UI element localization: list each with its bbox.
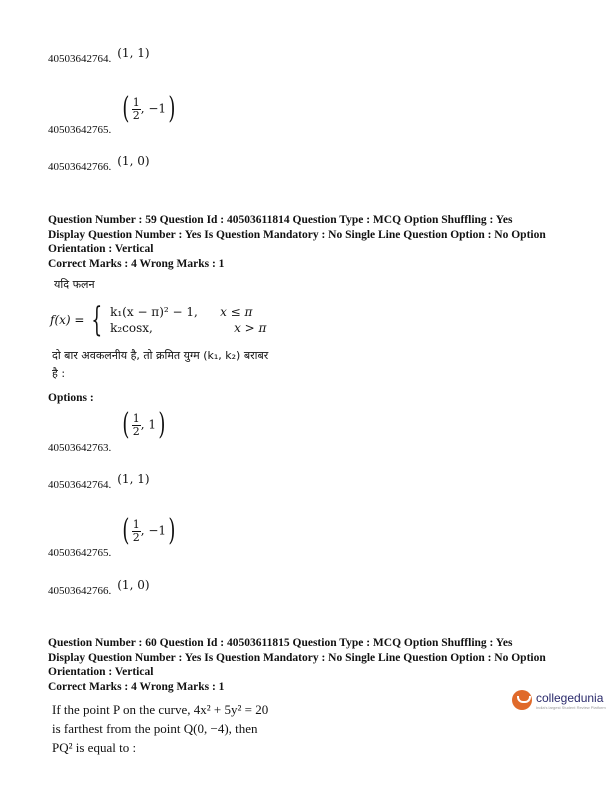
fraction: $\frac{1}{2}$ [132,95,140,122]
question-text: If the point P on the curve, 4x² + 5y² = 20 is farthest from the point Q(0, −4), then PQ² is equal to : [52,702,269,755]
option-id: 40503642765. [48,547,112,559]
question-header: Question Number : 59 Question Id : 40503611814 Question Type : MCQ Option Shuffling : Yes Display Question Number : Yes Is Question Mandatory : No Single Line Question Option : No Option Orientation : Vertical Correct Marks : 4 Wrong Marks : 1 [48,213,588,271]
question-header: Question Number : 60 Question Id : 40503611815 Question Type : MCQ Option Shuffling : Yes Display Question Number : Yes Is Question Mandatory : No Single Line Question Option : No Option Orientation : Vertical Correct Marks : 4 Wrong Marks : 1 [48,636,588,694]
option-id: 40503642763. [48,442,112,454]
option-value: ( $\frac{1}{2}$ , 1) [122,407,166,442]
option-row [48,438,111,456]
option-id: 40503642765. [48,124,112,136]
option-value: ( $\frac{1}{2}$ , −1) [122,91,176,126]
marks: Correct Marks : 4 Wrong Marks : 1 [48,257,225,270]
option-id: 40503642764. [48,479,112,491]
question-text: दो बार अवकलनीय है, तो क्रमित युग्म (k₁, k₂) बराबर [52,349,269,362]
option-id: 40503642766. [48,161,112,173]
fraction: $\frac{1}{2}$ [132,517,140,544]
option-row [48,46,150,66]
option-id: 40503642764. [48,53,112,65]
option-row [48,543,111,561]
option-id: 40503642766. [48,585,112,597]
option-row [48,120,111,138]
option-value: (1, 0) [117,154,150,168]
collegedunia-logo: collegedunia India's largest Student Review Platform [512,690,606,710]
option-value: ( $\frac{1}{2}$ , −1) [122,513,176,548]
option-row [48,578,150,598]
logo-mascot-icon [512,690,532,710]
question-text: है : [52,367,66,380]
option-row [48,154,150,174]
options-label: Options : [48,392,94,404]
marks: Correct Marks : 4 Wrong Marks : 1 [48,680,225,693]
option-value: (1, 1) [117,46,150,60]
question-text: यदि फलन [54,278,95,291]
option-row [48,472,150,492]
option-value: (1, 0) [117,578,150,592]
piecewise-function: f(x) = { k₁(x − π)² − 1, x ≤ π k₂cosx, x > π [50,300,267,340]
fraction: $\frac{1}{2}$ [132,411,140,438]
option-value: (1, 1) [117,472,150,486]
